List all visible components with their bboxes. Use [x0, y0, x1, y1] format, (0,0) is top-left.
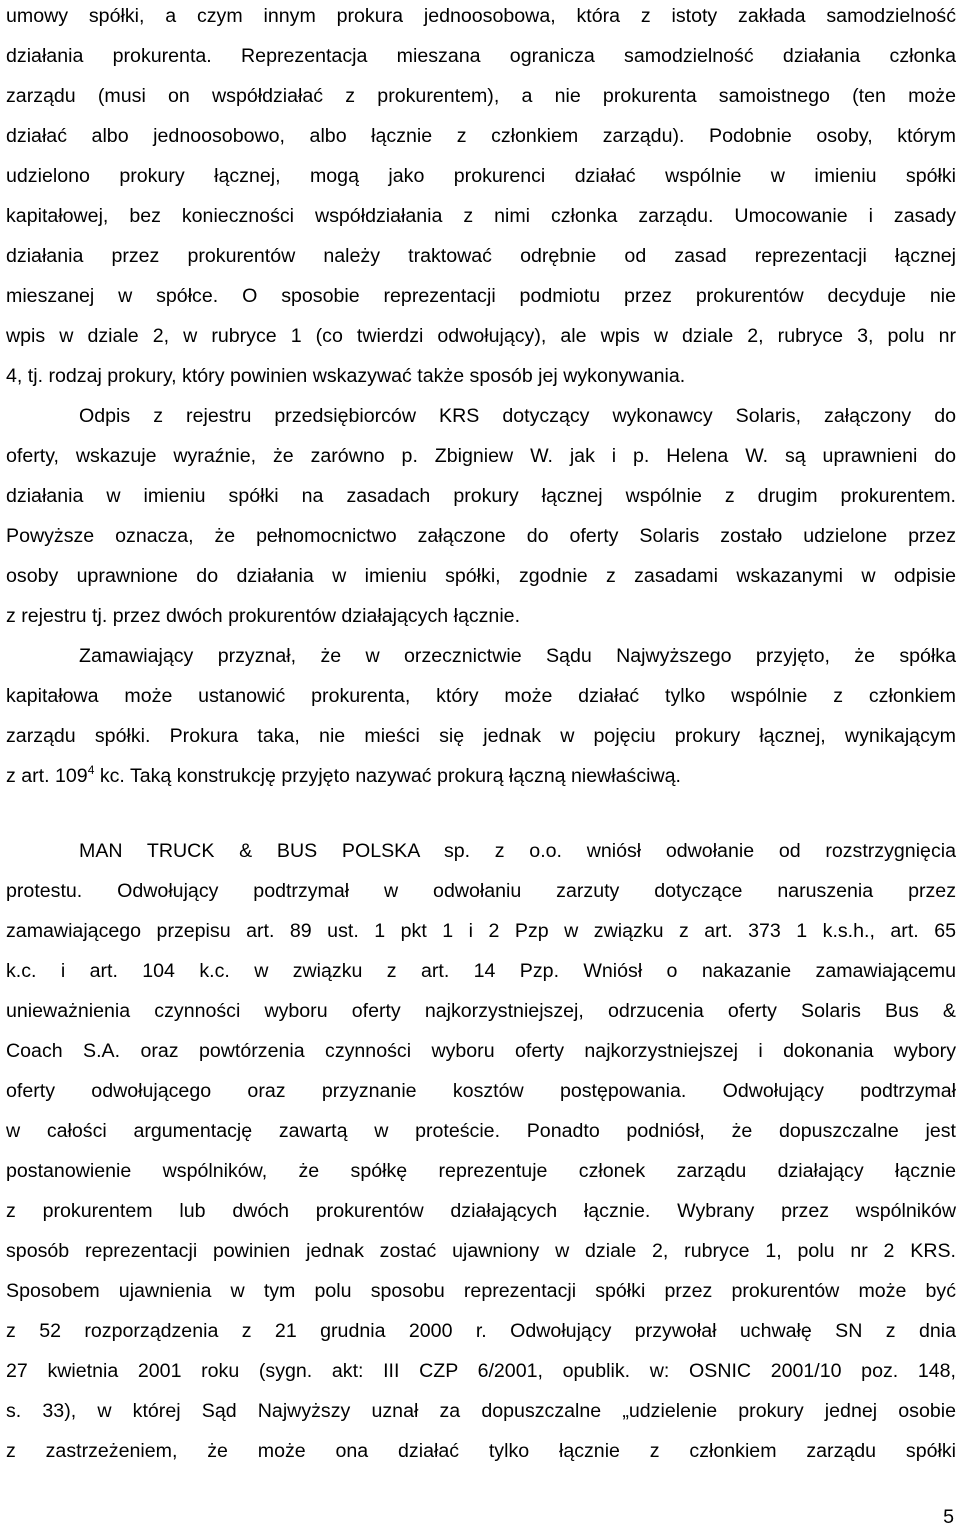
text-line: postanowienie wspólników, że spółkę reprezentuje członek zarządu działający łącznie: [6, 1160, 956, 1182]
text-line: z zastrzeżeniem, że może ona działać tylko łącznie z członkiem zarządu spółki: [6, 1440, 956, 1462]
text-line: osoby uprawnione do działania w imieniu spółki, zgodnie z zasadami wskazanymi w odpisie: [6, 565, 956, 587]
text-line: 4, tj. rodzaj prokury, który powinien wskazywać także sposób jej wykonywania.: [6, 365, 686, 387]
text-line: oferty, wskazuje wyraźnie, że zarówno p. Zbigniew W. jak i p. Helena W. są uprawnieni do: [6, 445, 956, 467]
page-number: 5: [943, 1506, 954, 1528]
text-line: zarządu spółki. Prokura taka, nie mieści się jednak w pojęciu prokury łącznej, wynikającym: [6, 725, 956, 747]
superscript: 4: [87, 763, 95, 777]
text-line: Sposobem ujawnienia w tym polu sposobu reprezentacji spółki przez prokurentów może być: [6, 1280, 956, 1302]
text-line: 27 kwietnia 2001 roku (sygn. akt: III CZP 6/2001, opublik. w: OSNIC 2001/10 poz. 148,: [6, 1360, 956, 1382]
text-line: k.c. i art. 104 k.c. w związku z art. 14 Pzp. Wniósł o nakazanie zamawiającemu: [6, 960, 956, 982]
text-line: s. 33), w której Sąd Najwyższy uznał za dopuszczalne „udzielenie prokury jednej osobie: [6, 1400, 956, 1422]
text-line: Zamawiający przyznał, że w orzecznictwie Sądu Najwyższego przyjęto, że spółka: [79, 645, 956, 667]
text-line: kapitałowa może ustanowić prokurenta, który może działać tylko wspólnie z członkiem: [6, 685, 956, 707]
text-line: z rejestru tj. przez dwóch prokurentów działających łącznie.: [6, 605, 521, 627]
text-line: protestu. Odwołujący podtrzymał w odwołaniu zarzuty dotyczące naruszenia przez: [6, 880, 956, 902]
text-line: Coach S.A. oraz powtórzenia czynności wyboru oferty najkorzystniejszej i dokonania wybory: [6, 1040, 956, 1062]
text-line: mieszanej w spółce. O sposobie reprezentacji podmiotu przez prokurentów decyduje nie: [6, 285, 956, 307]
text-line: wpis w dziale 2, w rubryce 1 (co twierdzi odwołujący), ale wpis w dziale 2, rubryce 3, polu nr: [6, 325, 956, 347]
text-line: unieważnienia czynności wyboru oferty najkorzystniejszej, odrzucenia oferty Solaris Bus &: [6, 1000, 956, 1022]
text-run: kc. Taką konstrukcję przyjęto nazywać prokurą łączną niewłaściwą.: [94, 765, 681, 787]
text-line: w całości argumentację zawartą w proteście. Ponadto podniósł, że dopuszczalne jest: [6, 1120, 956, 1142]
text-line: z 52 rozporządzenia z 21 grudnia 2000 r. Odwołujący przywołał uchwałę SN z dnia: [6, 1320, 956, 1342]
text-line: Odpis z rejestru przedsiębiorców KRS dotyczący wykonawcy Solaris, załączony do: [79, 405, 956, 427]
text-run: z art. 109: [6, 765, 88, 787]
text-line: działania przez prokurentów należy traktować odrębnie od zasad reprezentacji łącznej: [6, 245, 956, 267]
text-line: udzielono prokury łącznej, mogą jako prokurenci działać wspólnie w imieniu spółki: [6, 165, 956, 187]
text-line: zarządu (musi on współdziałać z prokurentem), a nie prokurenta samoistnego (ten może: [6, 85, 956, 107]
text-line: umowy spółki, a czym innym prokura jednoosobowa, która z istoty zakłada samodzielność: [6, 5, 956, 27]
text-line: [6, 764, 956, 788]
text-line: działać albo jednoosobowo, albo łącznie z członkiem zarządu). Podobnie osoby, którym: [6, 125, 956, 147]
text-line: oferty odwołującego oraz przyznanie kosztów postępowania. Odwołujący podtrzymał: [6, 1080, 956, 1102]
text-line: zamawiającego przepisu art. 89 ust. 1 pkt 1 i 2 Pzp w związku z art. 373 1 k.s.h., art. 65: [6, 920, 956, 942]
text-line: z prokurentem lub dwóch prokurentów działających łącznie. Wybrany przez wspólników: [6, 1200, 956, 1222]
text-line: działania prokurenta. Reprezentacja mieszana ogranicza samodzielność działania członka: [6, 45, 956, 67]
text-line: działania w imieniu spółki na zasadach prokury łącznej wspólnie z drugim prokurentem.: [6, 485, 956, 507]
text-line: Powyższe oznacza, że pełnomocnictwo załączone do oferty Solaris zostało udzielone przez: [6, 525, 956, 547]
text-line: sposób reprezentacji powinien jednak zostać ujawniony w dziale 2, rubryce 1, polu nr 2 KRS.: [6, 1240, 956, 1262]
text-line: kapitałowej, bez konieczności współdziałania z nimi członka zarządu. Umocowanie i zasady: [6, 205, 956, 227]
text-line: MAN TRUCK & BUS POLSKA sp. z o.o. wniósł odwołanie od rozstrzygnięcia: [79, 840, 956, 862]
